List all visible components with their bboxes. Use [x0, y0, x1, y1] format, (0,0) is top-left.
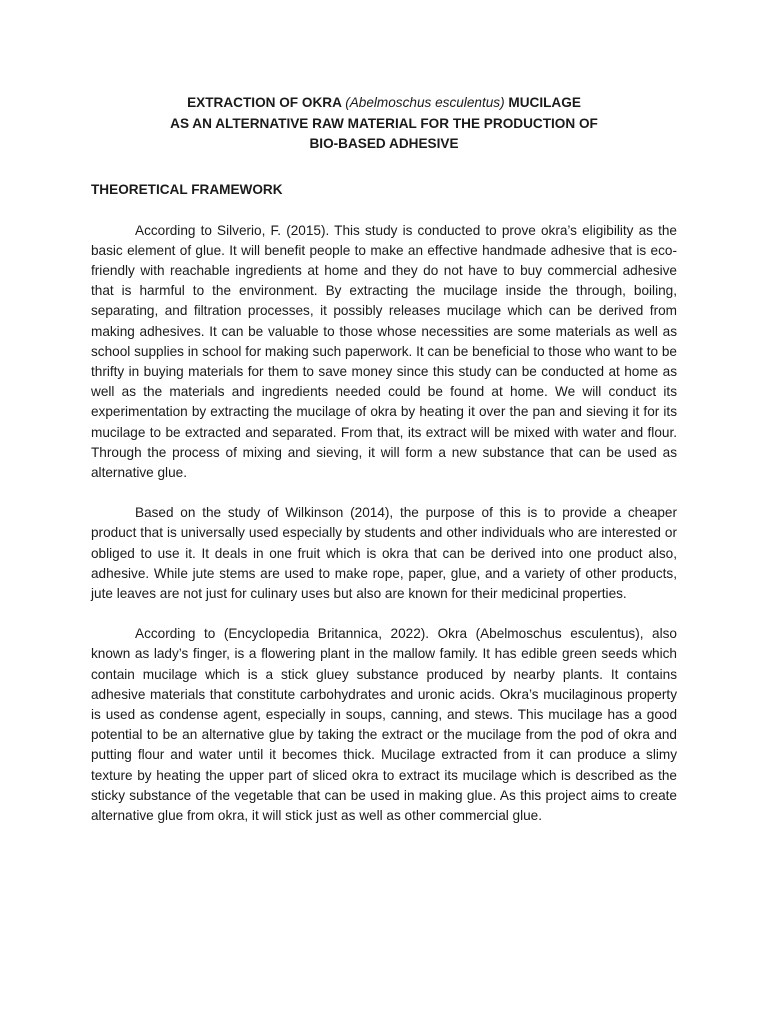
- paragraph-3: According to (Encyclopedia Britannica, 2022). Okra (Abelmoschus esculentus), also known as lady’s finger, is a flowering plant in the mallow family. It has edible green seeds which contain mucilage which is a stick gluey substance produced by nearby plants. It contains adhesive materials that constitute carbohydrates and uronic acids. Okra’s mucilaginous property is used as condense agent, especially in soups, canning, and stews. This mucilage has a good potential to be an alternative glue by taking the extract or the mucilage from the pod of okra and putting flour and water until it becomes thick. Mucilage extracted from it can produce a slimy texture by heating the upper part of sliced okra to extract its mucilage which is described as the sticky substance of the vegetable that can be used in making glue. As this project aims to create alternative glue from okra, it will stick just as well as other commercial glue.: [91, 626, 677, 823]
- title-line-1-end: MUCILAGE: [504, 95, 581, 110]
- title-line-1-start: EXTRACTION OF OKRA: [187, 95, 346, 110]
- section-heading: THEORETICAL FRAMEWORK: [91, 181, 283, 197]
- paragraph-2: Based on the study of Wilkinson (2014), the purpose of this is to provide a cheaper product that is universally used especially by students and other individuals who are interested or obliged to use it. It deals in one fruit which is okra that can be derived into one product also, adhesive. While jute stems are used to make rope, paper, glue, and a variety of other products, jute leaves are not just for culinary uses but also are known for their medicinal properties.: [91, 505, 677, 601]
- title-line-1: [91, 93, 677, 114]
- title-line-2: AS AN ALTERNATIVE RAW MATERIAL FOR THE PRODUCTION OF: [170, 115, 598, 131]
- paragraph-1: According to Silverio, F. (2015). This study is conducted to prove okra’s eligibility as the basic element of glue. It will benefit people to make an effective handmade adhesive that is eco-friendly with reachable ingredients at home and they do not have to buy commercial adhesive that is harmful to the environment. By extracting the mucilage inside the through, boiling, separating, and filtration processes, it possibly releases mucilage which can be derived from making adhesives. It can be valuable to those whose necessities are some materials as well as school supplies in school for making such paperwork. It can be beneficial to those who want to be thrifty in buying materials for them to save money since this study can be conducted at home as well as the materials and ingredients needed could be found at home. We will conduct its experimentation by extracting the mucilage of okra by heating it over the pan and sieving it for its mucilage to be extracted and separated. From that, its extract will be mixed with water and flour. Through the process of mixing and sieving, it will form a new substance that can be used as alternative glue.: [91, 222, 677, 480]
- document-page: [91, 93, 677, 826]
- title-line-3: BIO-BASED ADHESIVE: [309, 136, 459, 151]
- document-title: [91, 93, 677, 155]
- title-scientific-name: (Abelmoschus esculentus): [345, 95, 505, 110]
